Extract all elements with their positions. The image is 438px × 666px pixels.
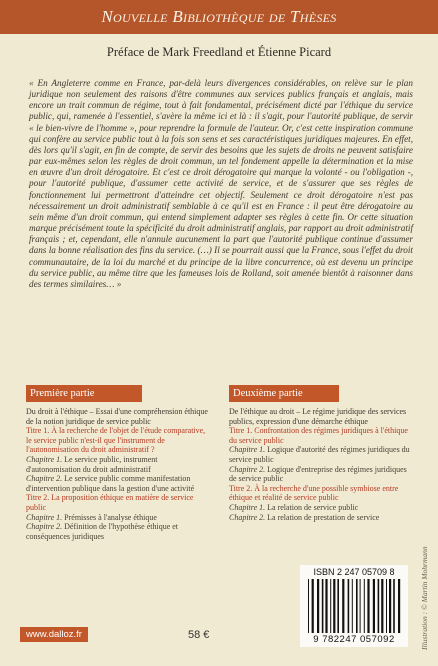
preface-line: Préface de Mark Freedland et Étienne Picard: [106, 45, 332, 59]
chapter-entry: [229, 503, 414, 513]
entry-text: Définition de l'hypothèse éthique et conséquences juridiques: [26, 522, 179, 541]
title-entry: [229, 484, 414, 503]
entry-text: Logique d'autorité des régimes juridiques du service public: [229, 445, 410, 464]
chapter-label: Chapitre 2.: [26, 522, 63, 532]
entry-text: Titre 2. À la recherche d'une possible symbiose entre éthique et réalité de service public: [229, 483, 399, 503]
entry-text: Titre 1. À la recherche de l'objet de l'étude comparative, le service public n'est-il que l'instrument de l'autonomisation du droit administratif ?: [26, 426, 206, 455]
preface-quote: « En Angleterre comme en France, par-delà leurs divergences considérables, on relève sur le plan juridique non seulement des raisons d'être communes aux services publics français et anglais, mais encore un trait commun de régime, tout à fait fondamental, précisément dicté par l'éthique du service public, qui, ramenée à l'essentiel, s'avère la même ici et là : il s'agit, pour l'autorité publique, de servir « le bien-vivre de l'homme », pour reprendre la formule de l'auteur. Or, c'est cette inspiration commune qui confère au service public tout à la fois son sens et ses caractéristiques juridiques majeures. En effet, dès lors qu'il s'agit, en fin de compte, de servir des besoins que les sujets de droits ne peuvent satisfaire par eux-mêmes selon les règles de droit commun, un tel fondement appelle la détermination et la mise en œuvre d'un droit dérogatoire. Et c'est ce droit dérogatoire qui marque la volonté - ou l'obligation -, pour l'autorité publique, d'assumer cette activité de service, et de s'assurer que ses règles de fonctionnement lui permettront d'atteindre cet objectif. Seulement ce droit dérogatoire n'est pas nécessairement un droit administratif semblable à ce qu'il est en France : il peut être dérogatoire au sein même d'un droit commun, qui entend simplement adapter ses règles à cette fin. Or cette situation marque précisément toute la spécificité du droit administratif anglais, par rapport au droit administratif français ; et, cependant, elle n'annule aucunement la part que l'autorité publique continue d'assumer dans la bonne réalisation des fins du service. (…) Il se pourrait aussi que la France, sous l'effet du droit communautaire, de la loi du marché et du principe de la libre concurrence, où est devenu un principe du service public, au même titre que les fameuses lois de Rolland, soit amenée bientôt à raisonner dans des termes similaires… »: [29, 78, 413, 289]
website-link[interactable]: www.dalloz.fr: [20, 627, 88, 642]
chapter-entry: [26, 455, 211, 474]
entry-text: Titre 2. La proposition éthique en matière de service public: [26, 493, 194, 512]
title-entry: [229, 426, 414, 445]
chapter-entry: [229, 513, 414, 523]
part-two-column: [229, 385, 414, 522]
part-subtitle: [229, 407, 414, 426]
chapter-label: Chapitre 1.: [26, 512, 63, 522]
chapter-label: Chapitre 1.: [229, 445, 266, 455]
title-entry: [26, 426, 211, 455]
part-one-heading: Première partie: [26, 385, 142, 402]
part-two-heading: Deuxième partie: [229, 385, 339, 402]
part-subtitle: [26, 407, 211, 426]
entry-text: De l'éthique au droit – Le régime juridique des services publics, expression d'une démarche éthique: [229, 407, 407, 426]
ean-number: 9 782247 057092: [313, 634, 395, 645]
chapter-label: Chapitre 1.: [26, 454, 63, 464]
chapter-entry: [229, 465, 414, 484]
chapter-label: Chapitre 2.: [229, 512, 266, 522]
chapter-entry: [26, 474, 211, 493]
entry-text: Prémisses à l'analyse éthique: [62, 512, 157, 522]
entry-text: Le service public, instrument d'autonomisation du droit administratif: [26, 454, 158, 474]
chapter-label: Chapitre 2.: [26, 474, 63, 484]
illustration-credit: Illustration : © Martin Mohrmann: [420, 546, 429, 650]
part-one-contents: [26, 407, 211, 541]
series-title: Nouvelle Bibliothèque de Thèses: [101, 7, 337, 26]
entry-text: Logique d'entreprise des régimes juridiques de service public: [229, 464, 407, 484]
chapter-entry: [26, 513, 211, 523]
title-entry: [26, 493, 211, 512]
entry-text: La relation de prestation de service: [265, 512, 380, 522]
chapter-entry: [229, 445, 414, 464]
entry-text: Titre 1. Confrontation des régimes juridiques à l'éthique du service public: [229, 426, 408, 445]
chapter-label: Chapitre 1.: [229, 502, 266, 512]
entry-text: Le service public comme manifestation d'intervention publique dans la gestion d'une activité: [26, 474, 195, 493]
barcode-block: [300, 565, 408, 647]
price-label: 58 €: [188, 629, 210, 641]
part-two-contents: [229, 407, 414, 522]
series-banner: [0, 0, 438, 34]
chapter-label: Chapitre 2.: [229, 464, 266, 474]
entry-text: Du droit à l'éthique – Essai d'une compréhension éthique de la notion juridique de service public: [26, 407, 208, 426]
part-one-column: [26, 385, 211, 541]
entry-text: La relation de service public: [265, 502, 359, 512]
barcode-icon: [306, 579, 402, 633]
chapter-entry: [26, 522, 211, 541]
isbn-number: ISBN 2 247 05709 8: [313, 567, 395, 577]
